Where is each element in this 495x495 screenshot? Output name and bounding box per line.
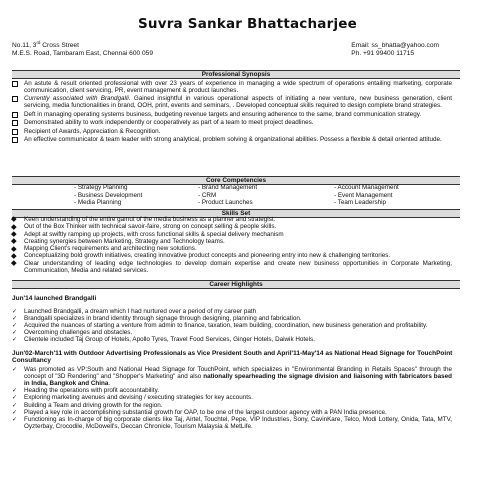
section-heading-core-competencies: Core Competencies [12,176,460,185]
skills-item: Out of the Box Thinker with technical savoir-faire, strong on concept selling & people skills. [12,224,452,231]
address-line-2: M.E.S. Road, Tambaram East, Chennai 600 059 [12,49,153,57]
role-title-oap-touchpoint: Jun'02-March'11 with Outdoor Advertising Professionals as Vice President South and April'11-May'14 as National Head Signage for TouchPoint Consultancy [12,350,453,365]
career-item: ✓ Exploring marketing avenues and devising / executing strategies for key accounts. [12,394,253,402]
checkmark-bullet-icon: ✓ [12,322,18,330]
checkbox-bullet-icon [12,137,18,146]
section-heading-professional-synopsis: Professional Synopsis [12,70,460,79]
section-heading-career-highlights: Career Highlights [12,280,460,289]
checkmark-bullet-icon: ✓ [12,409,18,416]
synopsis-item: Deft in managing operating systems business, budgeting revenue targets and ensuring adherence to the same, brand communication strategy. [12,112,452,119]
skills-item: Clear understanding of leading edge technologies to develop domain expertise and create new business opportunities in Corporate Marketing, Communication, Media and related services. [12,261,452,275]
synopsis-item: An effective communicator & team leader with strong analytical, problem solving & organizational abilities. Possess a flexible & detail oriented attitude. [12,137,452,144]
competencies-column-3: - Account Management - Event Management - Team Leadership [334,184,399,207]
competencies-grid [12,184,460,208]
career-item: ✓ Brandgalli specializes in brand identity through signage through designing, planning and fabrication. [12,315,302,323]
career-item: ✓ Functioning as In-charge of big corporate clients like Taj, Airtel, Touchtel, Pepe, VIP Industries, Sony, CavinKare, Telco, Modi Lottery, Onida, Tata, MTV, Oyzterbay, Crocodile, McDowell's, Deccan Chronicle, Tourism Malaysia & MetLife. [12,416,452,431]
checkbox-bullet-icon [12,129,18,138]
checkbox-bullet-icon [12,81,18,90]
role-title-brandgalli: Jun'14 launched Brandgalli [12,295,97,302]
skills-list [12,217,452,275]
checkbox-bullet-icon [12,112,18,121]
competencies-column-1: - Strategy Planning - Business Development - Media Planning [74,184,143,207]
section-heading-skills-set: Skills Set [12,209,460,218]
checkmark-bullet-icon: ✓ [12,308,18,315]
address-line-1: No.11, 3rd Cross Street [12,39,79,49]
oap-list [12,367,452,432]
career-item: ✓ Launched Brandgalli, a dream which I had nurtured over a period of my career path [12,308,257,315]
checkmark-bullet-icon: ✓ [12,336,18,344]
skills-item: Creating synergies between Marketing, Strategy and Technology teams. [12,239,452,246]
career-item: ✓ Was promoted as VP:South and National Head Signage for TouchPoint, which specializes in "Environmental Branding in Retails Spaces" through the concept of "3D Rendering" and "Shopper's Marketing" and also nationally spearheading the signage division and liaisoning with fabricators based in India, Bangkok and China. [12,366,452,387]
checkbox-bullet-icon [12,96,18,105]
checkmark-bullet-icon: ✓ [12,315,18,323]
brandgalli-list [12,309,452,344]
checkmark-bullet-icon: ✓ [12,366,18,373]
candidate-name: Suvra Sankar Bhattacharjee [137,16,358,32]
skills-item: Conceptualizing bold growth initiatives, creating innovative product concepts and pioneering entry into new & challenging territories. [12,253,452,260]
skills-item: Keen understanding of the entire gamut of the media business as a planner and strategist. [12,217,452,224]
checkmark-bullet-icon: ✓ [12,401,18,409]
skills-item: Mapping Client's requirements and architecting new solutions. [12,246,452,253]
checkmark-bullet-icon: ✓ [12,329,18,337]
phone-text: Ph. +91 99400 11715 [351,49,415,57]
postal-address [12,39,153,57]
synopsis-item: An astute & result oriented professional with over 23 years of experience in managing a wide spectrum of operations entailing marketing, corporate communication, client servicing, PR, event management & product launches. [12,81,452,95]
checkbox-bullet-icon [12,120,18,129]
checkmark-bullet-icon: ✓ [12,394,18,402]
career-item: ✓ Heading the operations with profit accountability. [12,387,159,395]
diamond-bullet-icon [12,224,16,231]
career-item: ✓ Overcoming challenges and obstacles. [12,329,133,337]
skills-item: Adept at swiftly ramping up projects, with cross functional skills & special delivery mechanism [12,232,452,239]
diamond-bullet-icon [12,239,16,246]
competencies-column-2: - Brand Management - CRM - Product Launches [198,184,258,207]
synopsis-list [12,81,452,146]
career-item: ✓ Building a Team and driving growth for the region. [12,401,163,409]
synopsis-item: Currently associated with Brandgalli. Gained insightful in various operational aspects of initiating a new venture, new business generation, client servicing, media functionalities in brand, OOH, print, events and seminars, . Developed conceptual skills required to design complete brand strategies. [12,96,452,110]
synopsis-item: Recipient of Awards, Appreciation & Recognition. [12,129,452,136]
diamond-bullet-icon [12,261,16,268]
diamond-bullet-icon [12,217,16,224]
checkmark-bullet-icon: ✓ [12,416,18,424]
career-item: ✓ Acquired the nuances of starting a venture from admin to finance, taxation, team building, coordination, new business generation and profitability. [12,322,428,330]
contact-details [351,42,439,57]
email-text: Email: ss_bhatta@yahoo.com [351,42,439,49]
synopsis-item: Demonstrated ability to work independently or cooperatively as part of a team to meet project deadlines. [12,120,452,127]
career-item: ✓ Clientele included Taj Group of Hotels, Apollo Tyres, Travel Food Services, Ginger Hotels, Daiwik Hotels. [12,336,315,344]
diamond-bullet-icon [12,246,16,253]
career-item: ✓ Played a key role in accomplishing substantial growth for OAP, to be one of the largest outdoor agency with a PAN India presence. [12,409,387,416]
checkmark-bullet-icon: ✓ [12,387,18,395]
